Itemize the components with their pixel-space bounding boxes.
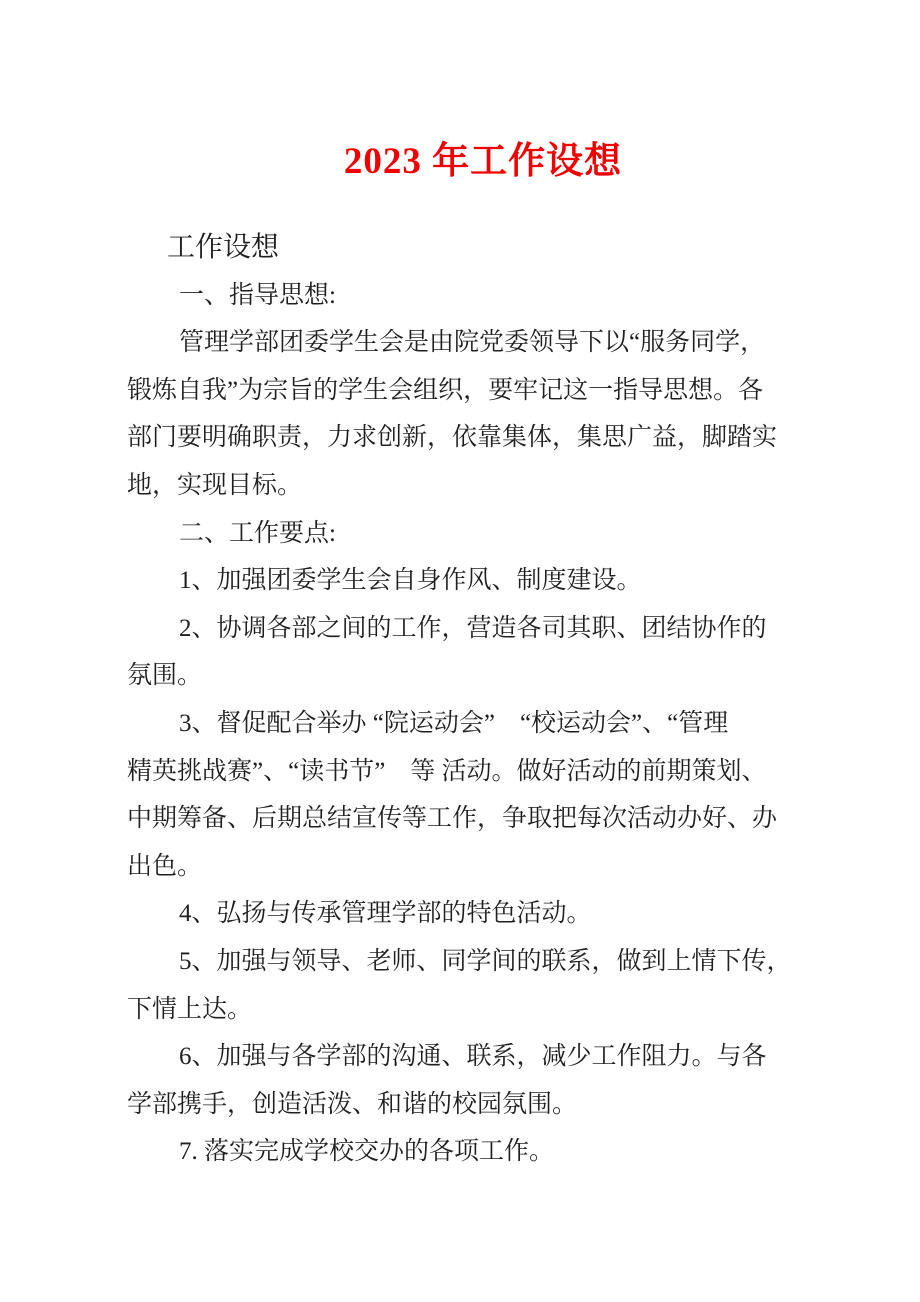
- text-line: 锻炼自我”为宗旨的学生会组织，要牢记这一指导思想。各: [127, 376, 764, 404]
- list-item-4: 4、弘扬与传承管理学部的特色活动。: [179, 900, 592, 928]
- section-heading-2: 二、工作要点:: [179, 519, 336, 547]
- section-heading-1: 一、指导思想:: [179, 281, 336, 309]
- doc-subtitle: 工作设想: [167, 232, 280, 263]
- list-item-2: 2、协调各部之间的工作，营造各司其职、团结协作的: [179, 614, 767, 642]
- text-line: 下情上达。: [127, 995, 253, 1023]
- list-item-5: 5、加强与领导、老师、同学间的联系，做到上情下传，: [179, 947, 792, 975]
- list-item-6: 6、加强与各学部的沟通、联系，减少工作阻力。与各: [179, 1043, 767, 1071]
- list-item-1: 1、加强团委学生会自身作风、制度建设。: [179, 567, 642, 595]
- document-title: 2023 年工作设想: [343, 141, 623, 182]
- text-line: 氛围。: [127, 662, 203, 690]
- text-line: 精英挑战赛”、“读书节” 等 活动。做好活动的前期策划、: [127, 757, 767, 785]
- document-body: [0, 224, 920, 1176]
- text-line: 管理学部团委学生会是由院党委领导下以“服务同学，: [179, 329, 766, 357]
- text-line: 中期筹备、后期总结宣传等工作，争取把每次活动办好、办: [127, 805, 778, 833]
- text-line: 学部携手，创造活泼、和谐的校园氛围。: [127, 1090, 578, 1118]
- list-item-7: 7. 落实完成学校交办的各项工作。: [179, 1138, 555, 1166]
- text-line: 出色。: [127, 852, 203, 880]
- list-item-3: 3、督促配合举办 “院运动会” “校运动会”、“管理: [179, 709, 729, 737]
- text-line: 地，实现目标。: [127, 471, 303, 499]
- text-line: 部门要明确职责，力求创新，依靠集体，集思广益，脚踏实: [127, 424, 778, 452]
